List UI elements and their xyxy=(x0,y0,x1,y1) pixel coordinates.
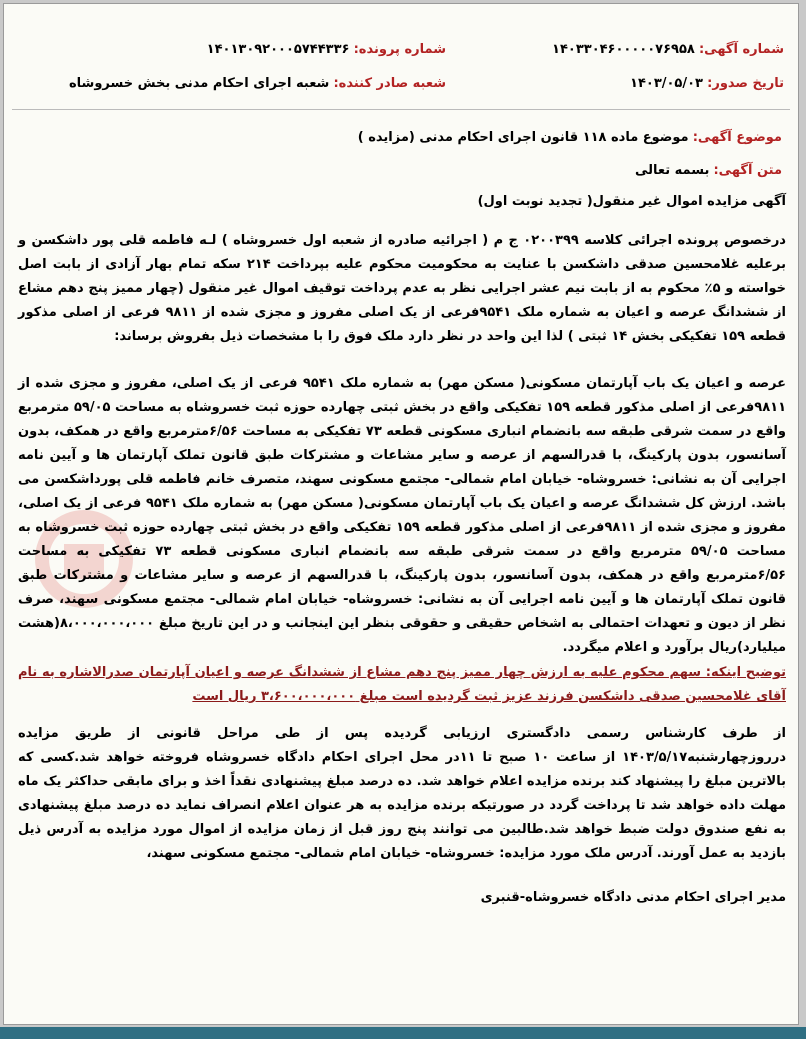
notice-number xyxy=(552,42,784,57)
case-number-value: ۱۴۰۱۳۰۹۲۰۰۰۵۷۴۴۳۳۶ xyxy=(206,42,350,57)
subject-label: موضوع آگهی: xyxy=(692,130,782,145)
text-meta-label: متن آگهی: xyxy=(713,163,782,178)
subject-line xyxy=(358,130,782,145)
text-meta-line xyxy=(635,163,782,178)
case-number-label: شماره پرونده: xyxy=(353,42,446,57)
notice-number-label: شماره آگهی: xyxy=(698,42,784,57)
paragraph-auction-terms: از طرف کارشناس رسمی دادگستری ارزیابی گردیده پس از طی مراحل قانونی از طریق مزایده درروزچهارشنبه۱۴۰۳/۵/۱۷ از ساعت ۱۰ صبح تا ۱۱در محل اجرای احکام دادگاه خسروشاه فروخته خواهد شد.کسی که بالاترین مبلغ را پیشنهاد کند برنده مزایده اعلام خواهد شد. ده درصد مبلغ پیشنهادی نقداً اخذ و برای مابقی حداکثر یک ماه مهلت داده خواهد شد تا پرداخت گردد در صورتیکه برنده مزایده به هر عنوان اعلام انصراف نماید ده درصد مبلغ پیشنهادی به نفع صندوق دولت ضبط خواهد شد.طالبین می توانند پنج روز قبل از زمان مزایده از اموال مورد مزایده به آدرس ذیل بازدید به عمل آورند. آدرس ملک مورد مزایده: خسروشاه- خیابان امام شمالی- مجتمع مسکونی سهند، xyxy=(18,726,786,861)
issue-date-label: تاریخ صدور: xyxy=(707,76,784,91)
case-number xyxy=(207,42,446,57)
header-divider xyxy=(12,109,790,110)
text-meta-value: بسمه تعالی xyxy=(634,163,710,178)
notice-title: آگهی مزایده اموال غیر منقول( تجدید نوبت اول) xyxy=(477,194,786,209)
paragraph-case-details: درخصوص پرونده اجرائی کلاسه ۰۲۰۰۳۹۹ ج م ( اجرائیه صادره از شعبه اول خسروشاه ) لـه فاطمه قلی پور داشکسن و برعلیه غلامحسین صدقی داشکسن با عنایت به محکومیت محکوم علیه بپرداخت ۲۱۴ سکه تمام بهار آزادی از بابت اصل خواسته و ۵٪ محکوم به از بابت نیم عشر اجرایی نظر به عدم پرداخت توقیف اموال غیر منقول (چهار ممیز پنج دهم مشاع از ششدانگ عرصه و اعیان به شماره ملک ۹۵۴۱فرعی از یک اصلی مفروز و مجزی شده از ۹۸۱۱ فرعی از اصلی مذکور قطعه ۱۵۹ تفکیکی بخش ۱۴ ثبتی ) لذا این واحد در نظر دارد ملک فوق را با مشخصات ذیل بفروش برساند: xyxy=(18,233,786,344)
notice-sheet xyxy=(3,3,799,1025)
issue-date-value: ۱۴۰۳/۰۵/۰۳ xyxy=(630,76,703,91)
notice-number-value: ۱۴۰۳۳۰۴۶۰۰۰۰۰۷۶۹۵۸ xyxy=(552,42,695,57)
issue-date xyxy=(630,76,784,91)
issuer-value: شعبه اجرای احکام مدنی بخش خسروشاه xyxy=(68,76,330,91)
explanation-note: توضیح اینکه: سهم محکوم علیه به ارزش چهار ممیز پنج دهم مشاع از ششدانگ عرصه و اعیان آپارتمان صدرالاشاره به نام آقای غلامحسین صدقی داشکسن فرزند عزیز ثبت گردیده است مبلغ ۳،۶۰۰،۰۰۰،۰۰۰ ریال است xyxy=(18,665,786,704)
bottom-bar xyxy=(0,1027,806,1039)
subject-value: موضوع ماده ۱۱۸ قانون اجرای احکام مدنی (مزایده ) xyxy=(357,130,689,145)
issuer xyxy=(69,76,446,91)
paragraph-property-description: عرصه و اعیان یک باب آپارتمان مسکونی( مسکن مهر) به شماره ملک ۹۵۴۱ فرعی از یک اصلی، مفروز و مجزی شده از ۹۸۱۱فرعی از اصلی مذکور قطعه ۱۵۹ تفکیکی واقع در بخش ثبتی چهارده حوزه ثبت خسروشاه به مساحت ۵۹/۰۵ مترمربع واقع در سمت شرقی طبقه سه بانضمام انباری مسکونی قطعه ۷۳ تفکیکی به مساحت ۶/۵۶مترمربع واقع در همکف، بدون آسانسور، بدون پارکینگ، با قدرالسهم از عرصه و سایر مشاعات و مشترکات طبق قانون تملک آپارتمان ها و آیین نامه اجرایی آن به نشانی: خسروشاه- خیابان امام شمالی- مجتمع مسکونی سهند، متصرف خانم فاطمه قلی پورداشکسن می باشد. ارزش کل ششدانگ عرصه و اعیان یک باب آپارتمان مسکونی( مسکن مهر) به شماره ملک ۹۵۴۱ فرعی از یک اصلی، مفروز و مجزی شده از ۹۸۱۱فرعی از اصلی مذکور قطعه ۱۵۹ تفکیکی واقع در بخش ثبتی چهارده حوزه ثبت خسروشاه به مساحت ۵۹/۰۵ مترمربع واقع در سمت شرقی طبقه سه بانضمام انباری مسکونی قطعه ۷۳ تفکیکی به مساحت ۶/۵۶مترمربع واقع در همکف، بدون آسانسور، بدون پارکینگ، با قدرالسهم از عرصه و سایر مشاعات و مشترکات طبق قانون تملک آپارتمان ها و آیین نامه اجرایی آن به نشانی: خسروشاه- خیابان امام شمالی- مجتمع مسکونی سهند، صرف نظر از دیون و تعهدات احتمالی به اشخاص حقیقی و حقوقی بنظر این اینجانب و در این تاریخ مبلغ ۸،۰۰۰،۰۰۰،۰۰۰(هشت میلیارد)ریال برآورد و اعلام میگردد. xyxy=(18,376,787,655)
issuer-label: شعبه صادر کننده: xyxy=(333,76,446,91)
signature: مدیر اجرای احکام مدنی دادگاه خسروشاه-قنبری xyxy=(480,890,786,905)
